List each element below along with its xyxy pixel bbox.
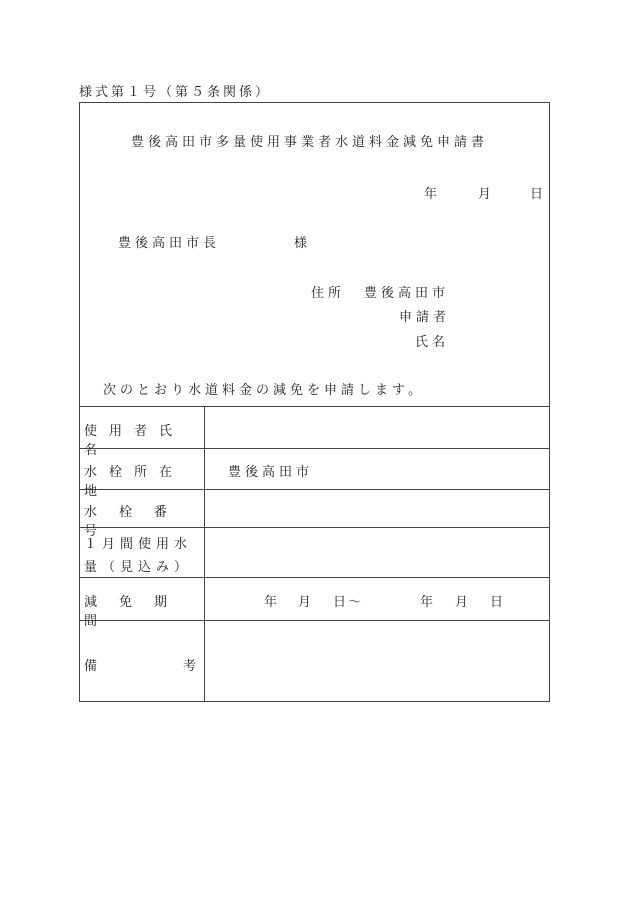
date-year-label: 年 [424,187,438,202]
period-from-month: 月 [298,595,312,610]
addressee-suffix: 様 [294,236,311,251]
address-value: 豊後高田市 [364,286,450,301]
period-to-month: 月 [455,595,469,610]
row-value-faucet-location[interactable]: 豊後高田市 [228,465,314,480]
form-number-label: 様式第１号（第５条関係） [79,85,272,100]
date-day-label: 日 [530,187,544,202]
period-to-year: 年 [420,595,434,610]
period-from-day: 日～ [333,595,364,610]
row-label-reduction-period: 減免期間 [84,595,190,629]
applicant-label: 申請者 [399,310,451,325]
request-sentence: 次のとおり水道料金の減免を申請します。 [103,383,425,398]
form-title: 豊後高田市多量使用事業者水道料金減免申請書 [131,135,489,150]
row-label-faucet-number: 水栓番号 [84,505,190,539]
table-top-border [79,406,550,407]
row-label-monthly-usage-line2: 量（見込み） [84,560,193,575]
address-label: 住所 [311,286,346,301]
date-month-label: 月 [478,187,492,202]
applicant-name-label: 氏名 [415,335,450,350]
row-label-faucet-location: 水栓所在地 [84,465,185,499]
table-column-divider [204,406,205,702]
table-row-divider [79,577,550,578]
row-label-monthly-usage-line1: １月間使用水 [84,537,193,552]
row-label-remarks-left: 備 [84,659,98,674]
addressee-name: 豊後高田市長 [118,236,221,251]
row-label-user-name: 使用者氏名 [84,424,185,458]
period-to-day: 日 [490,595,504,610]
period-from-year: 年 [264,595,278,610]
row-label-remarks-right: 考 [183,659,197,674]
